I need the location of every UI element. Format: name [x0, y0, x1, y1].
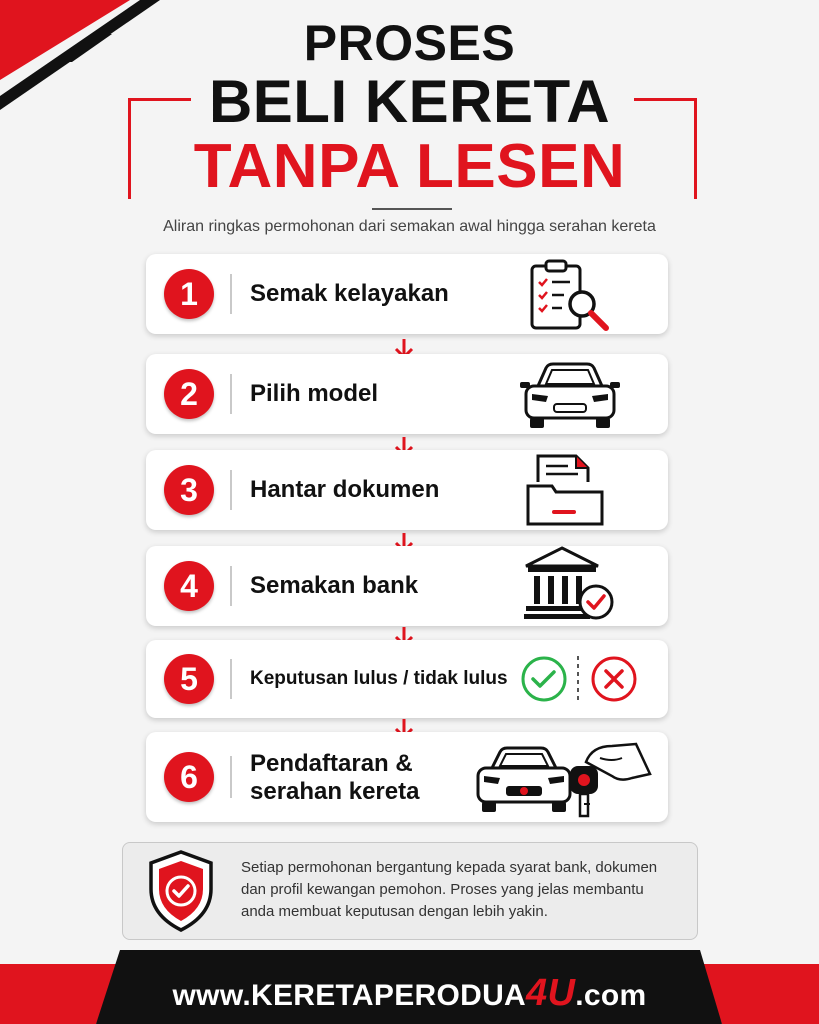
check-cross-icon: [518, 654, 638, 704]
step-card-3: [146, 450, 668, 530]
bank-check-icon: [522, 546, 618, 626]
step-number-3: 3: [164, 465, 214, 515]
page-title: [0, 15, 819, 201]
step-divider: [230, 274, 232, 314]
subtitle: Aliran ringkas permohonan dari semakan awal hingga serahan kereta: [163, 218, 656, 235]
title-divider: [372, 208, 452, 210]
step-card-5: [146, 640, 668, 718]
step-card-1: [146, 254, 668, 334]
step-divider: [230, 566, 232, 606]
step-card-6: [146, 732, 668, 822]
step-label-5: Keputusan lulus / tidak lulus: [250, 668, 508, 689]
title-line-1: PROSES: [303, 15, 516, 71]
title-line-3: TANPA LESEN: [193, 132, 626, 201]
footer-url[interactable]: [0, 972, 819, 1015]
step-number-1: 1: [164, 269, 214, 319]
step-number-5: 5: [164, 654, 214, 704]
clipboard-search-icon: [524, 258, 620, 334]
step-label-1: Semak kelayakan: [250, 280, 449, 307]
step-divider: [230, 470, 232, 510]
note-box: [122, 842, 698, 940]
footer-url-brand: 4U: [526, 972, 576, 1014]
step-label-2: Pilih model: [250, 380, 379, 407]
step-label-6-line2: serahan kereta: [250, 778, 420, 805]
car-key-icon: [472, 738, 656, 820]
note-text: Setiap permohonan bergantung kepada syarat bank, dokumen dan profil kewangan pemohon. Proses yang jelas membantu anda membuat keputusan dengan lebih yakin.: [241, 859, 658, 920]
step-label-4: Semakan bank: [250, 572, 419, 599]
step-label-6-line1: Pendaftaran &: [250, 750, 413, 777]
step-number-4: 4: [164, 561, 214, 611]
title-line-2: BELI KERETA: [208, 68, 611, 135]
step-card-4: [146, 546, 668, 626]
footer-url-prefix: www.KERETAPERODUA: [172, 979, 527, 1012]
step-number-6: 6: [164, 752, 214, 802]
document-folder-icon: [524, 452, 606, 528]
step-label-3: Hantar dokumen: [250, 476, 440, 503]
step-divider: [230, 659, 232, 699]
step-label-6: [250, 750, 419, 806]
step-divider: [230, 374, 232, 414]
shield-check-icon: [147, 849, 215, 933]
footer-url-suffix: .com: [575, 979, 647, 1012]
step-divider: [230, 756, 232, 798]
step-card-2: [146, 354, 668, 434]
car-icon: [516, 358, 624, 432]
step-number-2: 2: [164, 369, 214, 419]
